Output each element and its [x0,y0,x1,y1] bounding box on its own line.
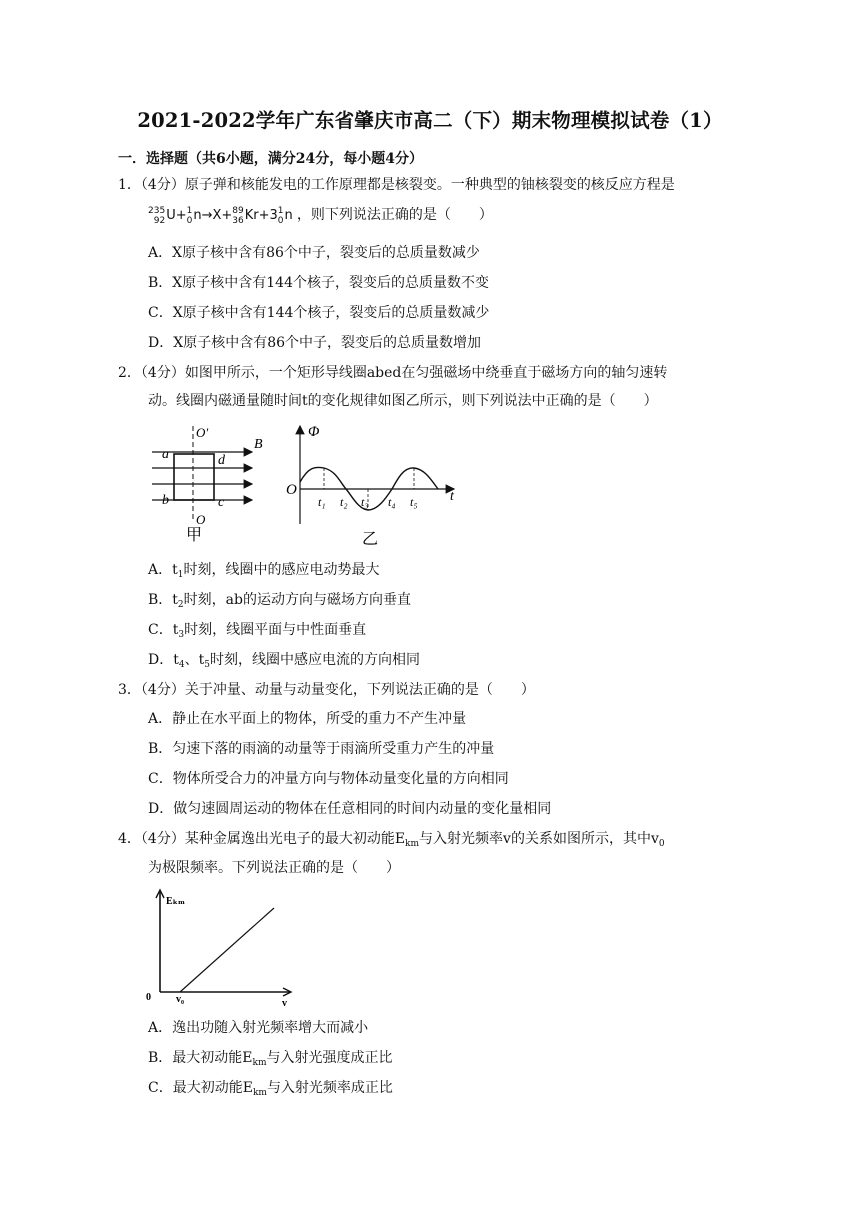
coil-diagram [152,425,263,544]
figure-yi-caption: 乙 [362,531,379,548]
corner-d-label: d [218,453,225,468]
q4-option-b: B．最大初动能$E_{km}$与入射光强度成正比 [148,1050,393,1068]
q1-option-b: B．X原子核中含有144个核子，裂变后的总质量数不变 [148,275,489,291]
t2-label: t₂ [340,495,348,509]
q4-stem-line1: 4．（4分）某种金属逸出光电子的最大初动能$E_{km}$与入射光频率v的关系如图所示，其中$v_0$ [118,831,665,849]
time-axis-label: t [450,489,454,504]
q2-stem-line2: 动。线圈内磁通量随时间t的变化规律如图乙所示，则下列说法中正确的是（ ） [148,393,658,409]
q4-option-a: A．逸出功随入射光频率增大而减小 [148,1020,369,1036]
q2-stem-line1: 2．（4分）如图甲所示，一个矩形导线圈abed在匀强磁场中绕垂直于磁场方向的轴匀速转 [118,365,668,381]
q1-option-d: D．X原子核中含有86个中子，裂变后的总质量数增加 [148,335,482,351]
q4-energy-frequency-graph [140,886,300,1010]
v0-label: v₀ [176,994,184,1005]
q3-stem: 3．（4分）关于冲量、动量与动量变化，下列说法正确的是（ ） [118,682,535,698]
section-heading: 一．选择题（共6小题，满分24分，每小题4分） [118,151,423,167]
q1-stem-line1: 1．（4分）原子弹和核能发电的工作原理都是核裂变。一种典型的铀核裂变的核反应方程是 [118,177,675,193]
field-label: B [254,437,263,452]
figure-jia-caption: 甲 [186,527,203,544]
axis-top-label: O′ [196,425,209,440]
frequency-axis-label: v [282,998,287,1009]
q4-option-c: C．最大初动能$E_{km}$与入射光频率成正比 [148,1080,393,1098]
q4-stem-line2: 为极限频率。下列说法正确的是（ ） [148,860,400,876]
t5-label: t₅ [410,495,418,509]
q3-option-c: C．物体所受合力的冲量方向与物体动量变化量的方向相同 [148,771,509,787]
flux-graph [286,424,455,548]
axis-bottom-label: O [196,512,206,527]
t4-label: t₄ [388,495,396,509]
q3-option-a: A．静止在水平面上的物体，所受的重力不产生冲量 [148,711,467,727]
corner-a-label: a [162,447,169,462]
flux-axis-label: Φ [308,424,320,440]
q3-option-b: B．匀速下落的雨滴的动量等于雨滴所受重力产生的冲量 [148,741,495,757]
q2-option-b: B．$t_2$时刻，ab的运动方向与磁场方向垂直 [148,592,411,610]
corner-c-label: c [218,495,225,510]
q2-option-d: D．$t_4$、$t_5$时刻，线圈中感应电流的方向相同 [148,652,420,670]
t3-label: t₃ [361,495,369,509]
q1-nuclear-equation: 235 92 U+ 1 0 n→X+ 89 36 Kr+3 1 0 n [148,205,293,226]
ekm-axis-label: Eₖₘ [166,896,186,907]
q1-option-a: A．X原子核中含有86个中子，裂变后的总质量数减少 [148,245,480,261]
q1-stem-line2: 235 92 U+ 1 0 n→X+ 89 36 Kr+3 1 0 n ，则下列说法正确的是（ ） [148,205,493,226]
q2-figures [148,420,468,552]
page-title: 2021-2022学年广东省肇庆市高二（下）期末物理模拟试卷（1） [137,109,723,132]
q2-option-c: C．$t_3$时刻，线圈平面与中性面垂直 [148,622,367,640]
graph-origin-label: O [286,482,297,498]
q1-option-c: C．X原子核中含有144个核子，裂变后的总质量数减少 [148,305,490,321]
graph-origin-label: 0 [146,992,151,1003]
q3-option-d: D．做匀速圆周运动的物体在任意相同的时间内动量的变化量相同 [148,801,552,817]
corner-b-label: b [162,493,169,508]
q2-option-a: A．$t_1$时刻，线圈中的感应电动势最大 [148,562,380,580]
t1-label: t₁ [318,495,326,509]
